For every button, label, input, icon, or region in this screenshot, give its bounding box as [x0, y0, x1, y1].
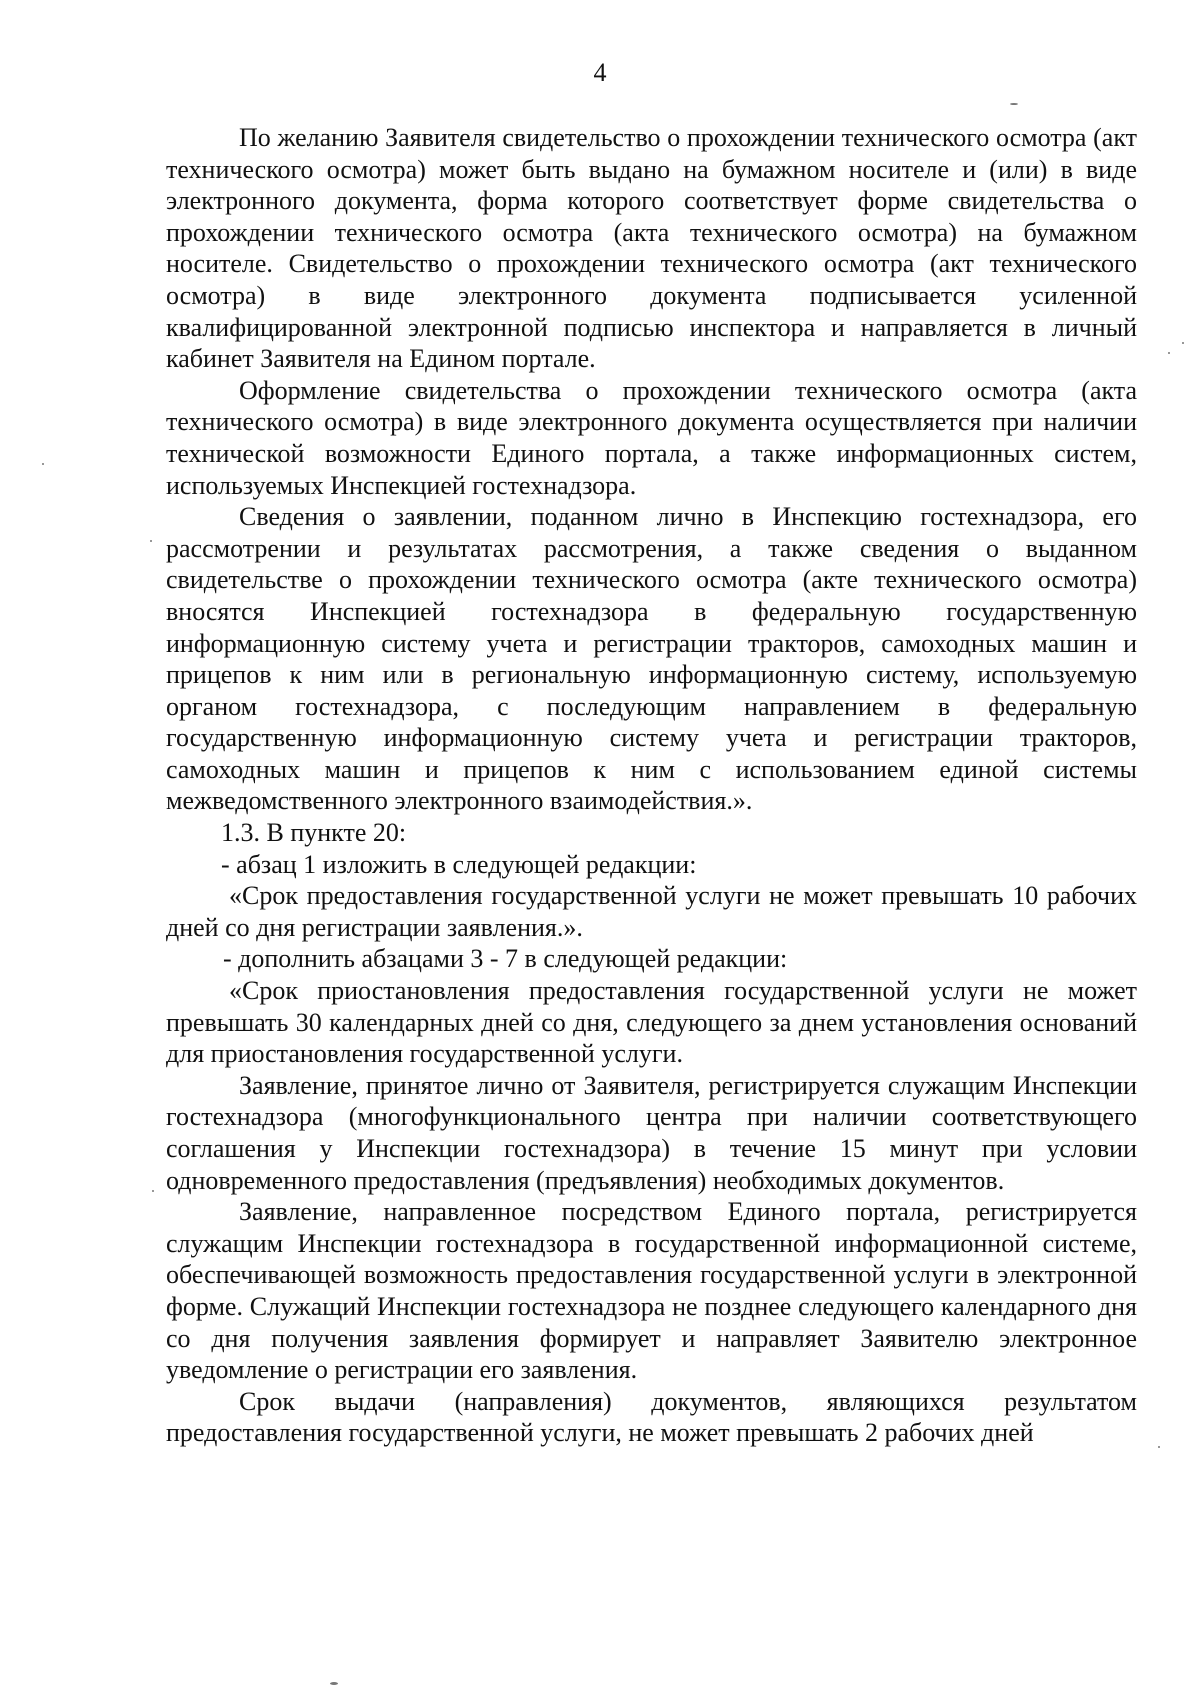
paragraph-certificate-electronic: По желанию Заявителя свидетельство о прохождении технического осмотра (акт технического осмотра) может быть выдано на бумажном носителе и (или) в виде электронного документа, форма которого соответствует форме свидетельства о прохождении технического осмотра (акта технического осмотра) на бумажном носителе. Свидетельство о прохождении технического осмотра (акт технического осмотра) в виде электронного документа подписывается усиленной квалифицированной электронной подписью инспектора и направляется в личный кабинет Заявителя на Едином портале. [166, 123, 1137, 374]
paragraph-application-records: Сведения о заявлении, поданном лично в Инспекцию гостехнадзора, его рассмотрении и результатах рассмотрения, а также сведения о выданном свидетельстве о прохождении технического осмотра (акте технического осмотра) вносятся Инспекцией гостехнадзора в федеральную государственную информационную систему учета и регистрации тракторов, самоходных машин и прицепов к ним или в региональную информационную систему, используемую органом гостехнадзора, с последующим направлением в федеральную государственную информационную систему учета и регистрации тракторов, самоходных машин и прицепов к ним с использованием единой системы межведомственного электронного взаимодействия.». [166, 502, 1137, 816]
paragraph-clause-heading: 1.3. В пункте 20: [221, 818, 407, 848]
paragraph-suspension-term: «Срок приостановления предоставления государственной услуги не может превышать 30 календарных дней со дня, следующего за днем установления оснований для приостановления государственной услуги. [166, 976, 1137, 1069]
paragraph-portal-registration: Заявление, направленное посредством Единого портала, регистрируется служащим Инспекции гостехнадзора в государственной информационной системе, обеспечивающей возможность предоставления государственной услуги в электронной форме. Служащий Инспекции гостехнадзора не позднее следующего календарного дня со дня получения заявления формирует и направляет Заявителю электронное уведомление о регистрации его заявления. [166, 1197, 1137, 1385]
page-number: 4 [593, 58, 607, 87]
paragraph-amendment-1: - абзац 1 изложить в следующей редакции: [221, 849, 697, 879]
paragraph-certificate-registration: Оформление свидетельства о прохождении технического осмотра (акта технического осмотра) в виде электронного документа осуществляется при наличии технической возможности Единого портала, а также информационных систем, используемых Инспекцией гостехнадзора. [166, 375, 1137, 500]
paragraph-service-term: «Срок предоставления государственной услуги не может превышать 10 рабочих дней со дня регистрации заявления.». [166, 881, 1137, 942]
paragraph-in-person-registration: Заявление, принятое лично от Заявителя, регистрируется служащим Инспекции гостехнадзора (многофункционального центра при наличии соответствующего соглашения у Инспекции гостехнадзора) в течение 15 минут при условии одновременного предоставления (предъявления) необходимых документов. [166, 1070, 1137, 1195]
document-body [166, 122, 1137, 1449]
paragraph-issuance-term: Срок выдачи (направления) документов, являющихся результатом предоставления государственной услуги, не может превышать 2 рабочих дней [166, 1386, 1137, 1448]
paragraph-amendment-2: - дополнить абзацами 3 - 7 в следующей редакции: [223, 944, 788, 974]
